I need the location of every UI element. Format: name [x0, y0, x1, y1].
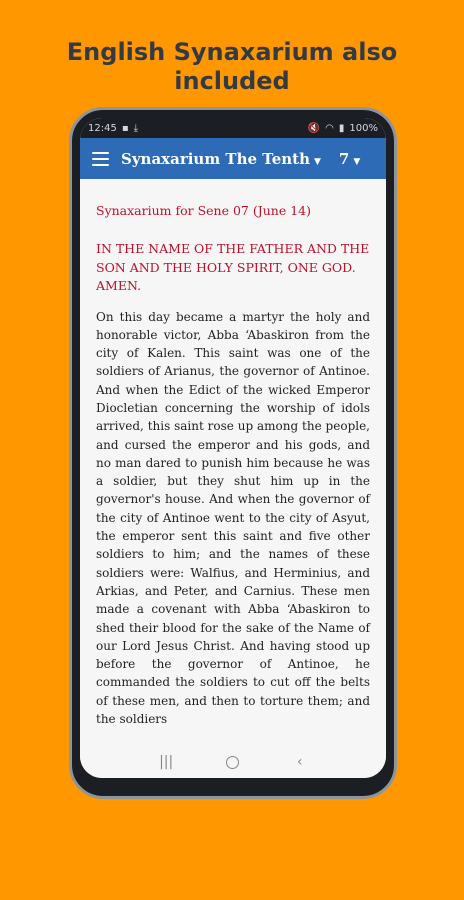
day-dropdown[interactable]	[321, 149, 360, 168]
hamburger-menu-icon[interactable]	[92, 152, 109, 166]
promo-headline-line2: included	[174, 67, 290, 95]
battery-level: 100%	[349, 122, 378, 134]
status-bar	[80, 118, 386, 138]
image-icon: ▪	[121, 122, 129, 134]
promo-headline-line1: English Synaxarium also	[66, 38, 398, 66]
app-title: Synaxarium The Tenth	[121, 150, 310, 168]
trinity-heading: IN THE NAME OF THE FATHER AND THE SON AND THE HOLY SPIRIT, ONE GOD. AMEN.	[96, 241, 370, 293]
reading-content	[80, 179, 386, 728]
chevron-down-icon: ▼	[314, 157, 321, 167]
day-number: 7	[338, 150, 350, 168]
date-line: Synaxarium for Sene 07 (June 14)	[96, 203, 311, 218]
synaxarium-dropdown[interactable]	[121, 149, 321, 168]
mute-icon: 🔇	[307, 122, 321, 134]
synaxarium-body: On this day became a martyr the holy and honorable victor, Abba ‘Abaskiron from the city of Kalen. This saint was one of the soldiers of Arianus, the governor of Antinoe. And when the Edict of the wicked Emperor Diocletian concerning the worship of idols arrived, this saint rose up among the people, and cursed the emperor and his gods, and no man dared to punish him because he was a soldier, but they shut him up in the governor's house. And when the governor of the city of Antinoe went to the city of Asyut, the emperor sent this saint and five other soldiers to him; and the names of these soldiers were: Walfius, and Herminius, and Arkias, and Peter, and Carnius. These men made a covenant with Abba ‘Abaskiron to shed their blood for the sake of the Name of our Lord Jesus Christ. And having stood up before the governor of Antinoe, he commanded the soldiers to cut off the belts of these men, and then to torture them; and the soldiers	[96, 309, 370, 727]
signal-icon: ▮	[338, 122, 345, 134]
home-icon[interactable]	[226, 756, 239, 769]
status-time: 12:45	[88, 122, 117, 134]
phone-screen	[80, 118, 386, 778]
chevron-down-icon: ▼	[353, 157, 361, 167]
wifi-icon: ◠	[325, 122, 334, 134]
promo-headline	[0, 38, 464, 96]
system-nav-bar	[80, 746, 386, 778]
app-bar	[80, 138, 386, 179]
recents-icon[interactable]: |||	[159, 754, 174, 770]
download-icon: ⤓	[133, 122, 139, 134]
back-icon[interactable]: ‹	[297, 754, 303, 770]
